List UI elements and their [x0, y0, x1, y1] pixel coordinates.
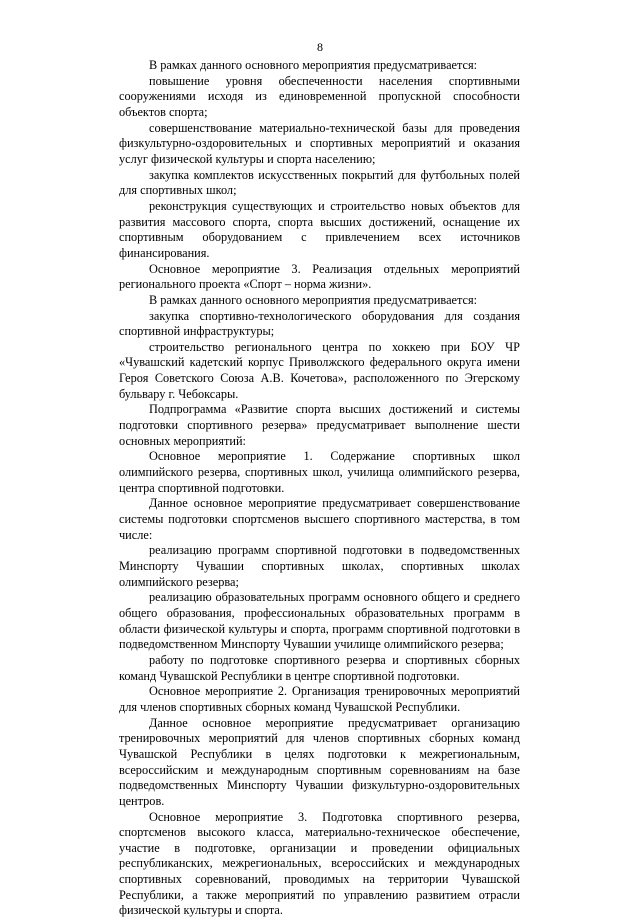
paragraph-16: Основное мероприятие 2. Организация тренировочных мероприятий для членов спортивных сборных команд Чувашской Республики. [119, 684, 520, 715]
paragraph-12: Данное основное мероприятие предусматривает совершенствование системы подготовки спортсменов высшего спортивного мастерства, в том числе: [119, 496, 520, 543]
paragraph-8: закупка спортивно-технологического оборудования для создания спортивной инфраструктуры; [119, 309, 520, 340]
paragraph-2: повышение уровня обеспеченности населения спортивными сооружениями исходя из единовременной пропускной способности объектов спорта; [119, 74, 520, 121]
paragraph-18: Основное мероприятие 3. Подготовка спортивного резерва, спортсменов высокого класса, материально-техническое обеспечение, участие в подготовке, организации и проведении официальных республиканских, межрегиональных, всероссийских и международных спортивных соревнований, проводимых на территории Чувашской Республики, а также мероприятий по управлению развитием отрасли физической культуры и спорта. [119, 810, 520, 919]
paragraph-5: реконструкция существующих и строительство новых объектов для развития массового спорта, спорта высших достижений, оснащение их спортивным оборудованием с привлечением всех источников финансирования. [119, 199, 520, 262]
paragraph-14: реализацию образовательных программ основного общего и среднего общего образования, профессиональных образовательных программ в области физической культуры и спорта, программ спортивной подготовки в подведомственном Минспорту Чувашии училище олимпийского резерва; [119, 590, 520, 653]
paragraph-4: закупка комплектов искусственных покрытий для футбольных полей для спортивных школ; [119, 168, 520, 199]
paragraph-11: Основное мероприятие 1. Содержание спортивных школ олимпийского резерва, спортивных школ, училища олимпийского резерва, центра спортивной подготовки. [119, 449, 520, 496]
paragraph-9: строительство регионального центра по хоккею при БОУ ЧР «Чувашский кадетский корпус Приволжского федерального округа имени Героя Советского Союза А.В. Кочетова», расположенного по Эгерскому бульвару г. Чебоксары. [119, 340, 520, 403]
document-body [119, 58, 520, 919]
paragraph-17: Данное основное мероприятие предусматривает организацию тренировочных мероприятий для членов спортивных сборных команд Чувашской Республики в целях подготовки к межрегиональным, всероссийским и международным спортивным соревнованиям на базе подведомственных Минспорту Чувашии физкультурно-оздоровительных центров. [119, 716, 520, 810]
paragraph-6: Основное мероприятие 3. Реализация отдельных мероприятий регионального проекта «Спорт – норма жизни». [119, 262, 520, 293]
paragraph-15: работу по подготовке спортивного резерва и спортивных сборных команд Чувашской Республики в центре спортивной подготовки. [119, 653, 520, 684]
paragraph-1: В рамках данного основного мероприятия предусматривается: [119, 58, 520, 74]
paragraph-10: Подпрограмма «Развитие спорта высших достижений и системы подготовки спортивного резерва» предусматривает выполнение шести основных мероприятий: [119, 402, 520, 449]
paragraph-7: В рамках данного основного мероприятия предусматривается: [119, 293, 520, 309]
paragraph-13: реализацию программ спортивной подготовки в подведомственных Минспорту Чувашии спортивных школах, спортивных школах олимпийского резерва; [119, 543, 520, 590]
page-number: 8 [0, 40, 640, 54]
paragraph-3: совершенствование материально-технической базы для проведения физкультурно-оздоровительных и спортивных мероприятий и оказания услуг физической культуры и спорта населению; [119, 121, 520, 168]
